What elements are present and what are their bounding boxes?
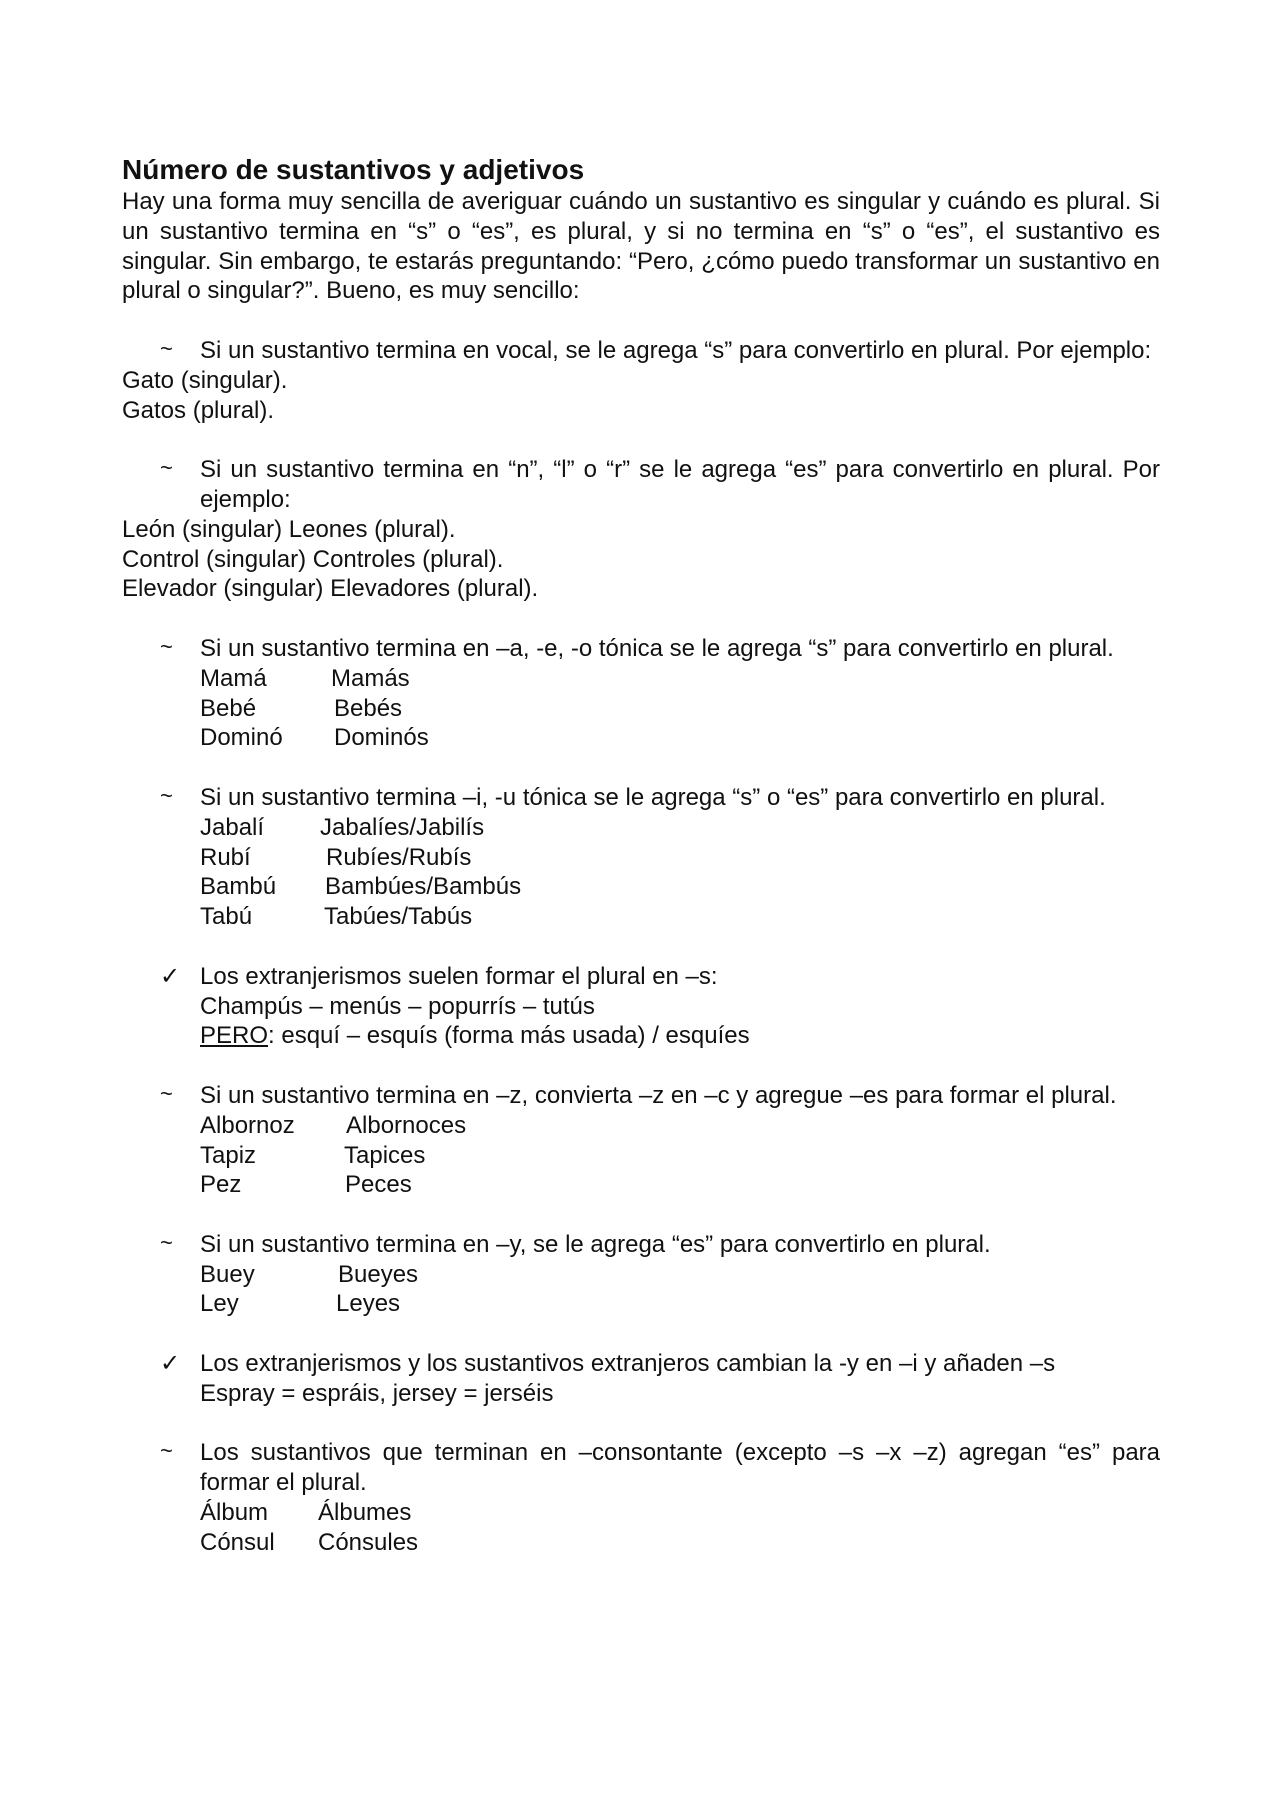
page-title: Número de sustantivos y adjetivos — [122, 154, 585, 185]
rule-text: Los sustantivos que terminan en –consontante (excepto –s –x –z) agregan “es” para formar el plural. — [200, 1439, 1160, 1497]
rule-text: Si un sustantivo termina en –y, se le agrega “es” para convertirlo en plural. — [200, 1230, 991, 1258]
plural-word: Rubíes/Rubís — [326, 843, 472, 871]
spacer — [122, 604, 1160, 634]
singular-word: Dominó — [200, 724, 283, 752]
spacer — [122, 1200, 1160, 1230]
rule-text: Si un sustantivo termina en vocal, se le agrega “s” para convertirlo en plural. Por ejemplo: — [200, 336, 1152, 364]
plural-word: Peces — [345, 1171, 412, 1199]
plural-word: Leyes — [336, 1290, 401, 1318]
note-text: Los extranjerismos y los sustantivos extranjeros cambian la -y en –i y añaden –s — [200, 1350, 1056, 1378]
example-line: León (singular) Leones (plural). — [122, 515, 456, 543]
singular-word: Buey — [200, 1260, 255, 1288]
note-text: Los extranjerismos suelen formar el plural en –s: — [200, 962, 718, 990]
plural-word: Mamás — [331, 664, 410, 692]
example-line: Champús – menús – popurrís – tutús — [200, 992, 595, 1020]
spacer — [122, 306, 1160, 336]
singular-word: Tapiz — [200, 1141, 257, 1169]
rule-iu-tonic — [122, 783, 1160, 932]
rule-text: Si un sustantivo termina en “n”, “l” o “r” se le agrega “es” para convertirlo en plural. Por ejemplo: — [200, 456, 1160, 513]
example-pair — [200, 843, 1160, 873]
plural-word: Bueyes — [338, 1260, 419, 1288]
example-pair — [200, 1141, 1160, 1171]
document-page — [122, 153, 1160, 1558]
rule-consonant-ending — [122, 1438, 1160, 1557]
singular-word: Rubí — [200, 843, 251, 871]
tilde-bullet-icon: ~ — [160, 782, 173, 808]
rule-vowel — [122, 336, 1160, 366]
singular-word: Jabalí — [200, 813, 265, 841]
tilde-bullet-icon: ~ — [160, 633, 173, 659]
plural-word: Bebés — [334, 694, 403, 722]
spacer — [122, 425, 1160, 455]
intro-paragraph: Hay una forma muy sencilla de averiguar cuándo un sustantivo es singular y cuándo es plural. Si un sustantivo termina en “s” o “es”, es plural, y si no termina en “s” o “es”, el sustantivo es singular. Sin embargo, te estarás preguntando: “Pero, ¿cómo puedo transformar un sustantivo en plural o singular?”. Bueno, es muy sencillo: — [122, 188, 1160, 305]
exception-line — [200, 1021, 1160, 1051]
note-foreign-y — [122, 1349, 1160, 1409]
example-pair — [200, 694, 1160, 724]
tilde-bullet-icon: ~ — [160, 335, 173, 361]
rule-aeo-tonic — [122, 634, 1160, 753]
example-pair — [200, 1111, 1160, 1141]
example-pair — [200, 1170, 1160, 1200]
example-pair — [200, 813, 1160, 843]
plural-word: Dominós — [334, 724, 429, 752]
plural-word: Bambúes/Bambús — [325, 873, 522, 901]
example-line: Espray = espráis, jersey = jerséis — [200, 1379, 554, 1407]
singular-word: Cónsul — [200, 1528, 275, 1556]
example-pair — [200, 1528, 1160, 1558]
plural-word: Cónsules — [318, 1528, 419, 1556]
spacer — [122, 1409, 1160, 1439]
spacer — [122, 1319, 1160, 1349]
example-line: Gato (singular). — [122, 366, 288, 394]
example-pair — [200, 1498, 1160, 1528]
pero-label: PERO — [200, 1022, 269, 1050]
plural-word: Álbumes — [318, 1499, 412, 1527]
example-line: Gatos (plural). — [122, 396, 275, 424]
example-pair — [200, 664, 1160, 694]
plural-word: Tapices — [344, 1141, 426, 1169]
example-pair — [200, 1260, 1160, 1290]
singular-word: Bambú — [200, 873, 277, 901]
singular-word: Pez — [200, 1171, 242, 1199]
rule-y-ending — [122, 1230, 1160, 1319]
singular-word: Tabú — [200, 903, 253, 931]
singular-word: Álbum — [200, 1499, 269, 1527]
exception-text: : esquí – esquís (forma más usada) / esquíes — [268, 1022, 750, 1050]
tilde-bullet-icon: ~ — [160, 455, 173, 481]
tilde-bullet-icon: ~ — [160, 1229, 173, 1255]
spacer — [122, 932, 1160, 962]
singular-word: Bebé — [200, 694, 257, 722]
checkmark-icon: ✓ — [160, 1350, 181, 1378]
example-pair — [200, 723, 1160, 753]
example-pair — [200, 872, 1160, 902]
spacer — [122, 1051, 1160, 1081]
rule-z-ending — [122, 1081, 1160, 1200]
tilde-bullet-icon: ~ — [160, 1438, 173, 1464]
rule-nlr — [122, 455, 1160, 515]
rule-text: Si un sustantivo termina –i, -u tónica se le agrega “s” o “es” para convertirlo en plural. — [200, 783, 1106, 811]
checkmark-icon: ✓ — [160, 962, 181, 990]
spacer — [122, 753, 1160, 783]
plural-word: Tabúes/Tabús — [324, 903, 473, 931]
plural-word: Jabalíes/Jabilís — [320, 813, 485, 841]
example-line: Elevador (singular) Elevadores (plural). — [122, 575, 539, 603]
singular-word: Ley — [200, 1290, 239, 1318]
example-pair — [200, 902, 1160, 932]
rule-text: Si un sustantivo termina en –z, convierta –z en –c y agregue –es para formar el plural. — [200, 1081, 1117, 1109]
plural-word: Albornoces — [346, 1111, 467, 1139]
example-pair — [200, 1289, 1160, 1319]
tilde-bullet-icon: ~ — [160, 1080, 173, 1106]
note-foreign-words — [122, 962, 1160, 1051]
rule-text: Si un sustantivo termina en –a, -e, -o tónica se le agrega “s” para convertirlo en plural. — [200, 634, 1114, 662]
singular-word: Albornoz — [200, 1111, 295, 1139]
singular-word: Mamá — [200, 664, 267, 692]
example-line: Control (singular) Controles (plural). — [122, 545, 504, 573]
